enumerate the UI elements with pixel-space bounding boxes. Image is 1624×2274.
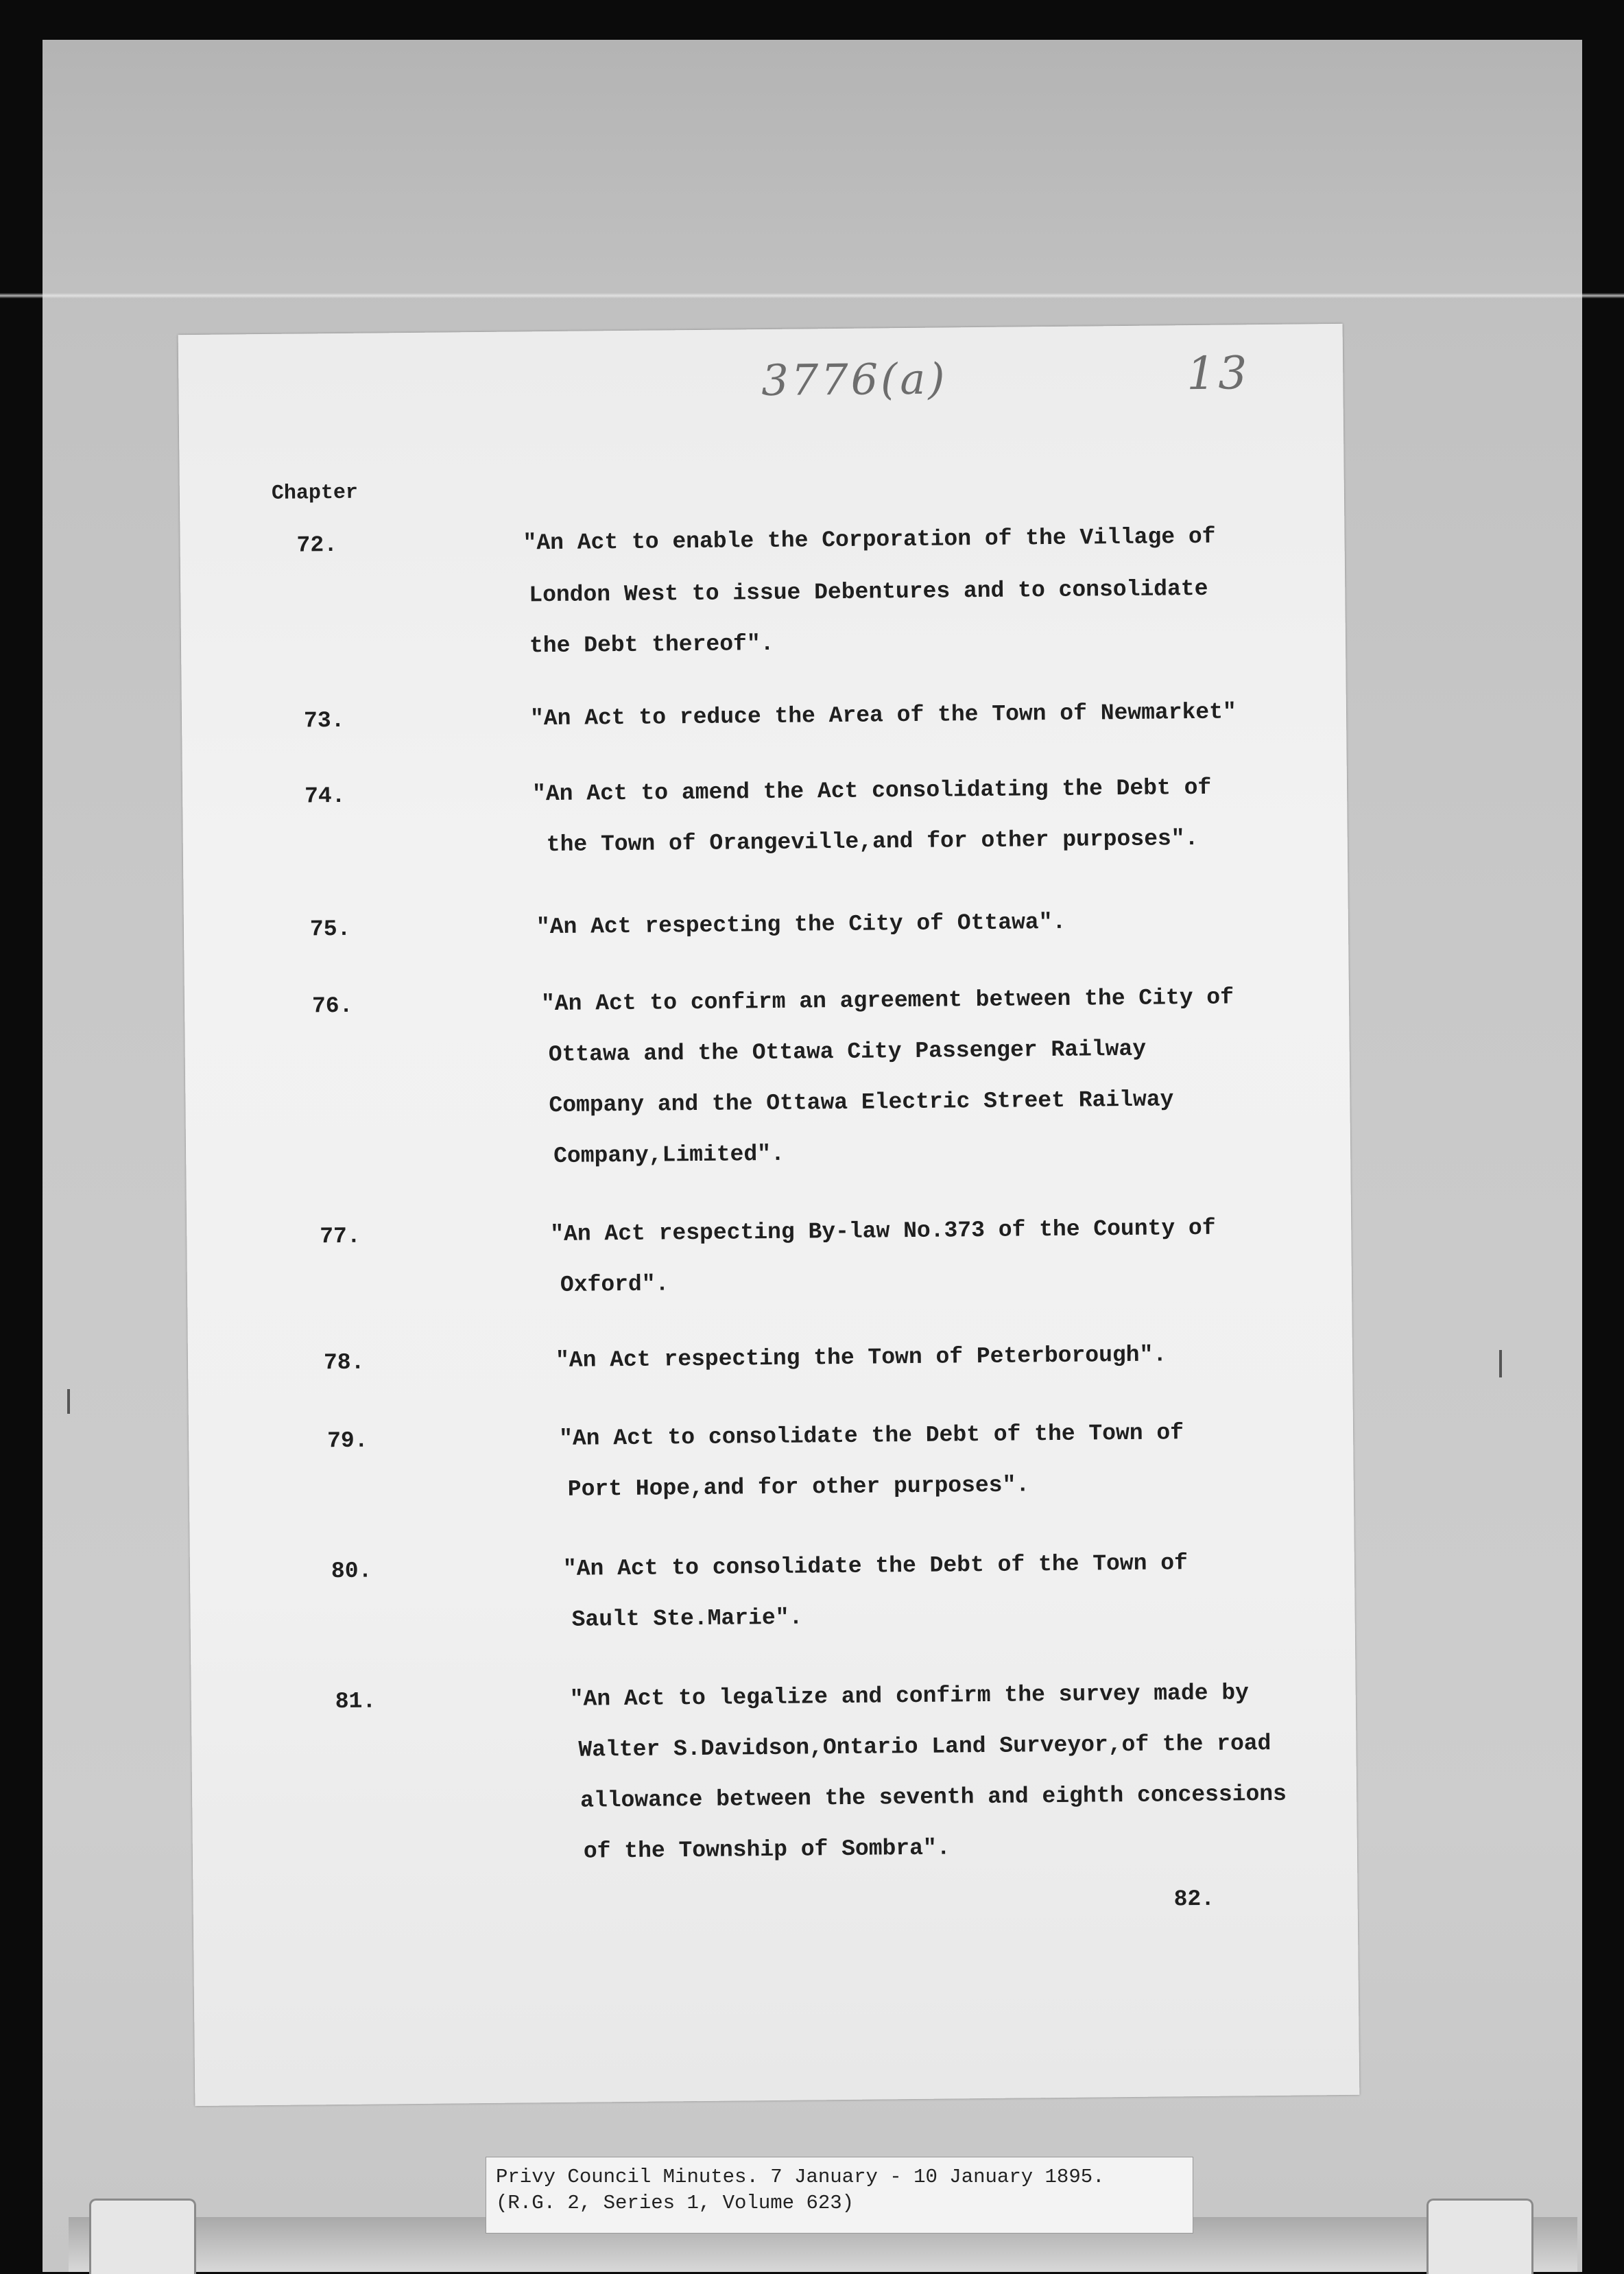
entry-line: "An Act respecting By-law No.373 of the County of [550,1215,1216,1248]
entry-line: Sault Ste.Marie". [571,1604,803,1633]
entry-number: 81. [335,1688,377,1715]
entry-number: 73. [303,707,345,734]
entry-number: 72. [296,532,338,558]
entry-number: 78. [323,1349,365,1376]
entry-number: 77. [320,1223,361,1250]
entry-line: the Debt thereof". [529,630,774,659]
entry-line: Port Hope,and for other purposes". [567,1472,1030,1502]
entry-line: "An Act respecting the City of Ottawa". [536,909,1066,940]
entry-number: 74. [304,783,346,809]
typed-page [178,324,1360,2106]
chapter-heading: Chapter [271,481,359,506]
entry-line: "An Act to amend the Act consolidating the Debt of [532,774,1212,807]
entry-line: "An Act to legalize and confirm the survey made by [569,1680,1250,1712]
caption-line-1: Privy Council Minutes. 7 January - 10 January 1895. [496,2166,1105,2188]
next-chapter-number: 82. [1173,1886,1215,1912]
entry-line: of the Township of Sombra". [583,1835,951,1864]
entry-line: "An Act to consolidate the Debt of the Town of [558,1420,1184,1452]
caption-line-2: (R.G. 2, Series 1, Volume 623) [496,2192,855,2214]
edge-mark-left [67,1389,70,1414]
entry-number: 76. [311,993,353,1019]
entry-number: 75. [309,916,351,943]
archive-caption [486,2157,1193,2234]
archive-number: 3776(a) [761,353,948,406]
scan-seam [0,293,1624,298]
entry-line: Company,Limited". [553,1141,785,1170]
clip-left [89,2199,196,2274]
clip-right [1426,2199,1533,2274]
entry-line: Walter S.Davidson,Ontario Land Surveyor,of the road [578,1731,1271,1763]
edge-mark-right [1499,1350,1502,1377]
entry-number: 79. [326,1428,368,1454]
entry-line: "An Act to reduce the Area of the Town of Newmarket" [529,699,1237,732]
entry-line: "An Act to confirm an agreement between the City of [540,984,1234,1017]
entry-line: "An Act respecting the Town of Peterborough". [555,1342,1167,1373]
entry-number: 80. [331,1558,372,1585]
entry-line: London West to issue Debentures and to consolidate [529,576,1208,608]
entry-line: the Town of Orangeville,and for other purposes". [546,825,1199,858]
entry-line: allowance between the seventh and eighth concessions [580,1781,1287,1814]
entry-line: Company and the Ottawa Electric Street Railway [549,1087,1174,1119]
entry-line: Ottawa and the Ottawa City Passenger Railway [548,1036,1147,1068]
page-number: 13 [1186,346,1250,401]
entry-line: Oxford". [560,1271,669,1298]
entry-line: "An Act to consolidate the Debt of the Town of [562,1550,1189,1582]
entry-line: "An Act to enable the Corporation of the Village of [523,523,1216,556]
